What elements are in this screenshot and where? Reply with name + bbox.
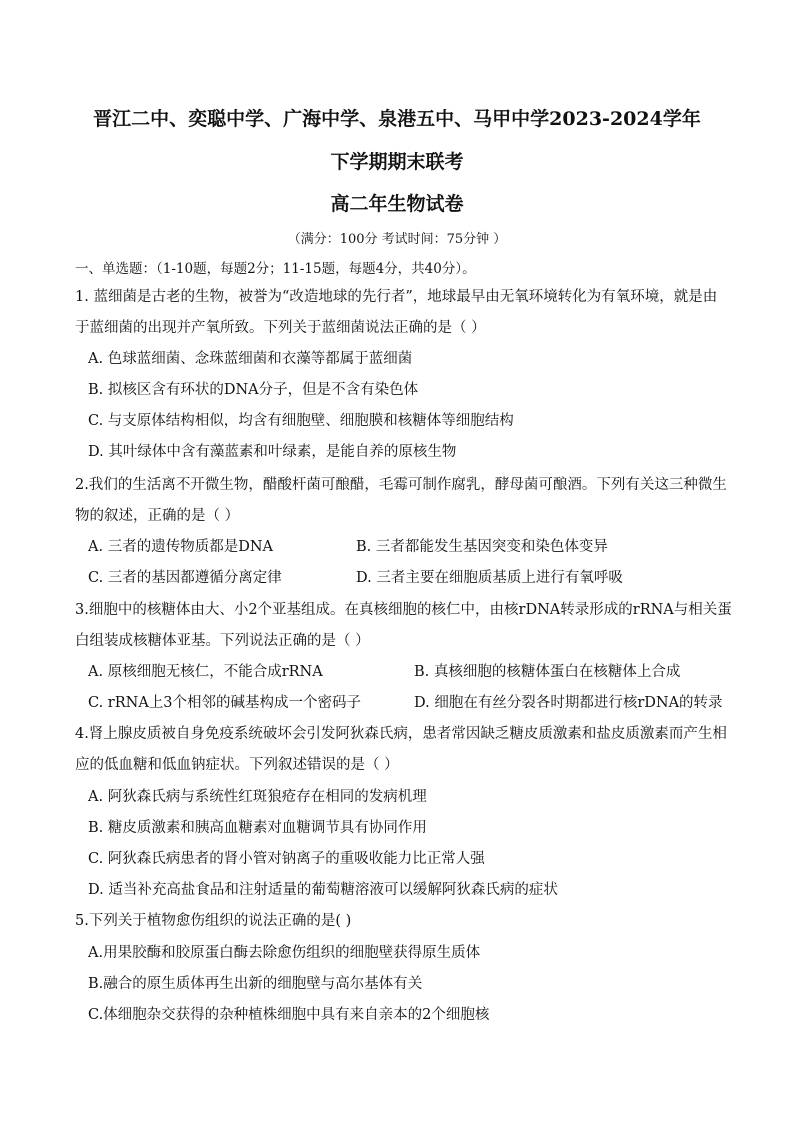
question-3-option-b: B. 真核细胞的核糖体蛋白在核糖体上合成 [414, 664, 681, 680]
question-4-stem-line2: 应的低血糖和低血钠症状。下列叙述错误的是（ ） [75, 757, 399, 773]
question-4-option-b: B. 糖皮质激素和胰高血糖素对血糖调节具有协同作用 [88, 820, 427, 836]
question-1-option-a: A. 色球蓝细菌、念珠蓝细菌和衣藻等都属于蓝细菌 [88, 351, 413, 367]
question-2-option-a: A. 三者的遗传物质都是DNA [88, 539, 273, 555]
question-2-stem-line2: 物的叙述，正确的是（ ） [75, 508, 240, 524]
subject-title: 高二年生物试卷 [330, 193, 464, 215]
question-4-option-a: A. 阿狄森氏病与系统性红斑狼疮存在相同的发病机理 [88, 789, 427, 805]
question-5-option-a: A.用果胶酶和胶原蛋白酶去除愈伤组织的细胞壁获得原生质体 [88, 945, 481, 961]
question-2-option-c: C. 三者的基因都遵循分离定律 [88, 570, 282, 586]
exam-title-line2: 下学期期末联考 [330, 151, 464, 173]
question-1-option-b: B. 拟核区含有环状的DNA分子，但是不含有染色体 [88, 382, 419, 398]
section-heading: 一、单选题：（1-10题，每题2分；11-15题，每题4分，共40分）。 [75, 261, 476, 277]
exam-info: （满分：100分 考试时间：75分钟 ） [287, 232, 507, 247]
question-3-option-c: C. rRNA上3个相邻的碱基构成一个密码子 [88, 695, 362, 711]
question-4-option-c: C. 阿狄森氏病患者的肾小管对钠离子的重吸收能力比正常人强 [88, 851, 485, 867]
question-2-option-d: D. 三者主要在细胞质基质上进行有氧呼吸 [356, 570, 623, 586]
question-5-option-c: C.体细胞杂交获得的杂种植株细胞中具有来自亲本的2个细胞核 [88, 1007, 490, 1023]
exam-title-line1: 晋江二中、奕聪中学、广海中学、泉港五中、马甲中学2023-2024学年 [93, 108, 701, 130]
question-1-option-d: D. 其叶绿体中含有藻蓝素和叶绿素，是能自养的原核生物 [88, 444, 457, 460]
question-1-stem-line2: 于蓝细菌的出现并产氧所致。下列关于蓝细菌说法正确的是（ ） [75, 320, 486, 336]
question-3-option-d: D. 细胞在有丝分裂各时期都进行核rDNA的转录 [414, 695, 723, 711]
question-3-option-a: A. 原核细胞无核仁，不能合成rRNA [88, 664, 323, 680]
question-2-stem-line1: 2.我们的生活离不开微生物，醋酸杆菌可酿醋，毛霉可制作腐乳，酵母菌可酿酒。下列有关这三种微生 [75, 477, 727, 493]
question-4-option-d: D. 适当补充高盐食品和注射适量的葡萄糖溶液可以缓解阿狄森氏病的症状 [88, 882, 558, 898]
question-3-stem-line1: 3.细胞中的核糖体由大、小2个亚基组成。在真核细胞的核仁中，由核rDNA转录形成的rRNA与相关蛋 [75, 602, 732, 618]
question-5-stem-line1: 5.下列关于植物愈伤组织的说法正确的是( ) [75, 913, 352, 929]
question-4-stem-line1: 4.肾上腺皮质被自身免疫系统破坏会引发阿狄森氏病，患者常因缺乏糖皮质激素和盐皮质激素而产生相 [75, 726, 727, 742]
question-1-option-c: C. 与支原体结构相似，均含有细胞壁、细胞膜和核糖体等细胞结构 [88, 413, 514, 429]
question-3-stem-line2: 白组装成核糖体亚基。下列说法正确的是（ ） [75, 633, 370, 649]
question-5-option-b: B.融合的原生质体再生出新的细胞壁与高尔基体有关 [88, 976, 423, 992]
question-1-stem-line1: 1. 蓝细菌是古老的生物，被誉为“改造地球的先行者”，地球最早由无氧环境转化为有氧环境，就是由 [75, 289, 718, 305]
question-2-option-b: B. 三者都能发生基因突变和染色体变异 [356, 539, 608, 555]
